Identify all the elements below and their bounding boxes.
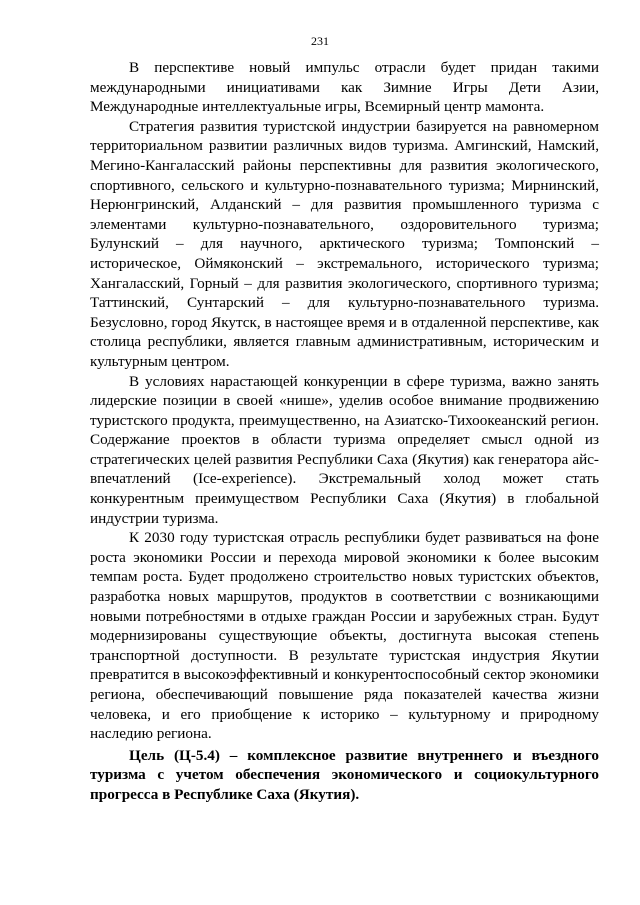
paragraph-2030-outlook: К 2030 году туристская отрасль республики будет развиваться на фоне роста экономики России и перехода мировой экономики к более высоким темпам роста. Будет продолжено строительство новых туристских объектов, разработка новых маршрутов, продуктов в соответствии с возникающими новыми потребностями в отдыхе граждан России и зарубежных стран. Будут модернизированы существующие объекты, достигнута высокая степень транспортной доступности. В результате туристская индустрия Якутии превратится в высокоэффективный и конкурентоспособный сектор экономики региона, обеспечивающий повышение ряда показателей качества жизни человека, и его приобщение к историко – культурному и природному наследию региона. (90, 529, 599, 743)
page-number: 231 (311, 34, 329, 48)
paragraph-tourism-strategy: Стратегия развития туристской индустрии базируется на равномерном территориальном развитии различных видов туризма. Амгинский, Намский, Мегино-Кангаласский районы перспективны для развития экологического, спортивного, сельского и культурно-познавательного туризма; Мирнинский, Нерюнгринский, Алданский – для развития промышленного туризма с элементами культурно-познавательного, оздоровительного туризма; Булунский – для научного, арктического туризма; Томпонский – историческое, Оймяконский – экстремального, исторического туризма; Хангаласский, Горный – для развития экологического, спортивного туризма; Таттинский, Сунтарский – для культурно-познавательного туризма. Безусловно, город Якутск, в настоящее время и в отдаленной перспективе, как столица республики, является главным административным, историческим и культурным центром. (90, 117, 599, 370)
paragraph-new-impulse: В перспективе новый импульс отрасли будет придан такими международными инициативами как Зимние Игры Дети Азии, Международные интеллектуальные игры, Всемирный центр мамонта. (90, 59, 599, 116)
page-body (90, 58, 599, 805)
paragraph-competition: В условиях нарастающей конкуренции в сфере туризма, важно занять лидерские позиции в своей «нише», уделив особое внимание продвижению туристского продукта, преимущественно, на Азиатско-Тихоокеанский регион. Содержание проектов в области туризма определяет смысл одной из стратегических целей развития Республики Саха (Якутия) как генератора айс-впечатлений (Ice-experience). Экстремальный холод может стать конкурентным преимуществом Республики Саха (Якутия) в глобальной индустрии туризма. (90, 372, 599, 527)
goal-statement: Цель (Ц-5.4) – комплексное развитие внутреннего и въездного туризма с учетом обеспечения экономического и социокультурного прогресса в Республике Саха (Якутия). (90, 746, 599, 803)
